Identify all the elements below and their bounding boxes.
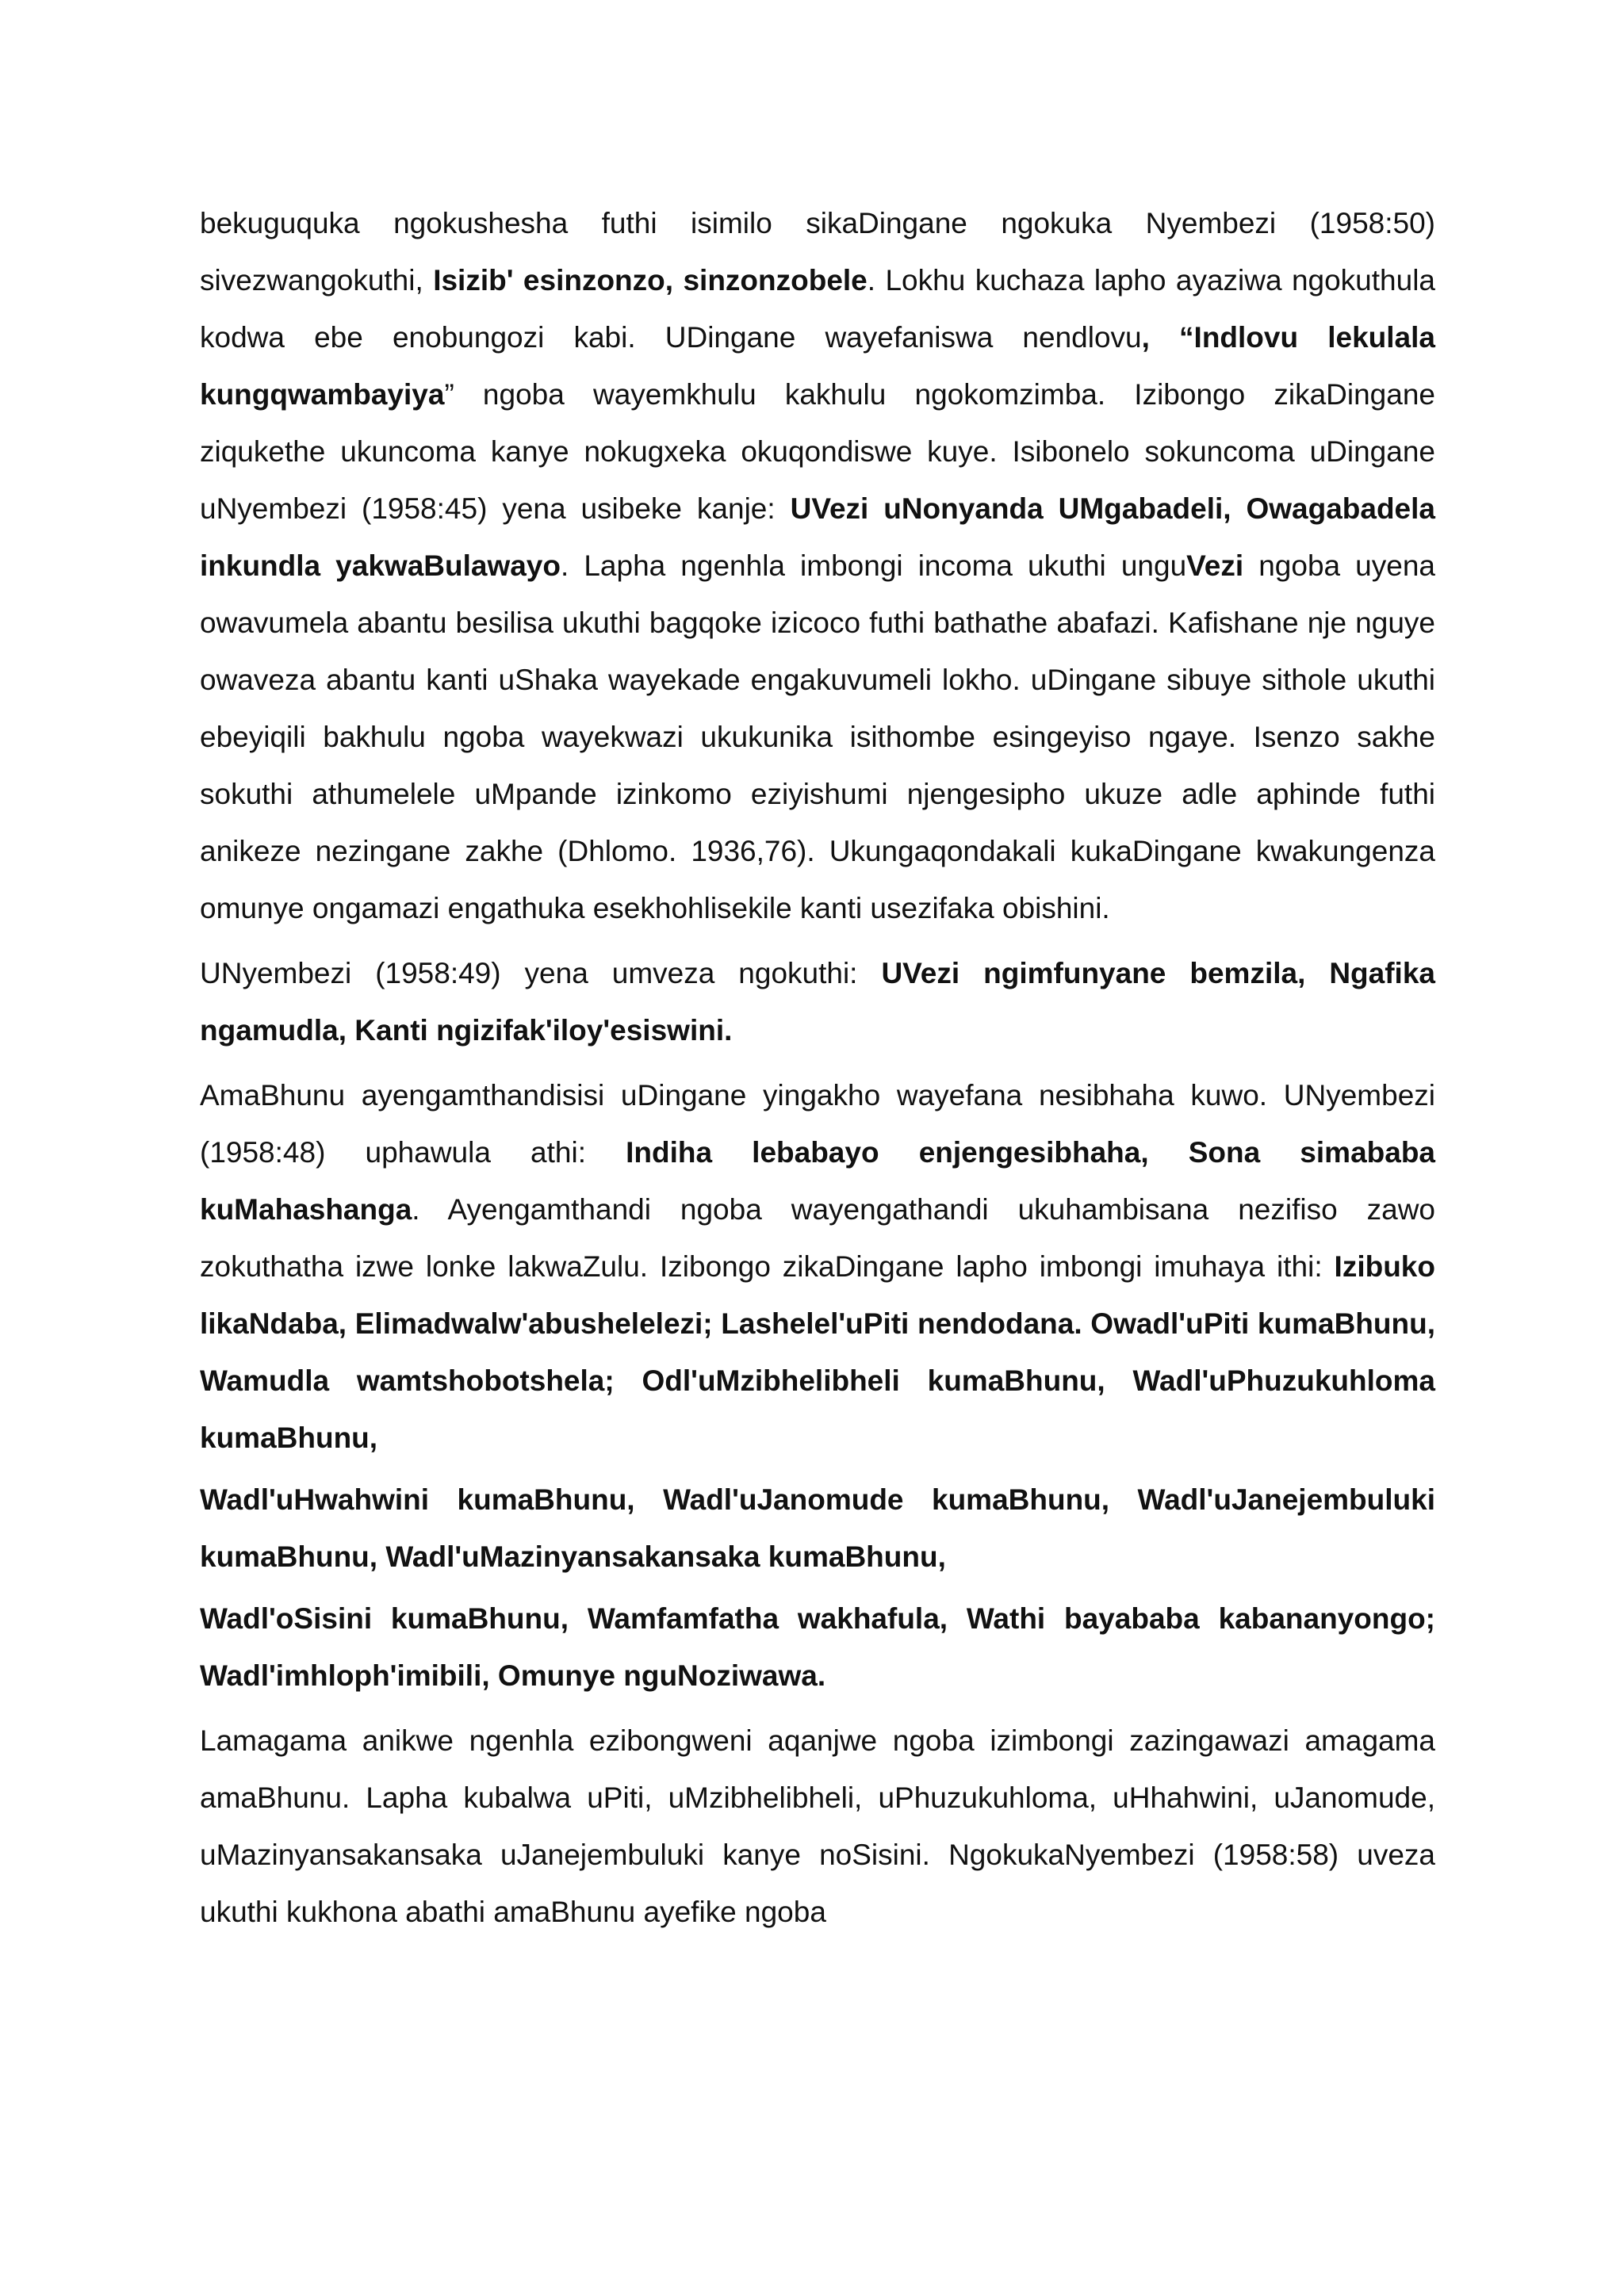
text-run: . Lokhu kuchaza lapho ayaziwa ngokuthula kodwa ebe enobungozi kabi. UDingane wayefaniswa nendlovu: [200, 264, 1435, 354]
text-run: bekuguquka ngokushesha futhi isimilo sikaDingane ngokuka Nyembezi (1958:50) sivezwangokuthi,: [200, 207, 1435, 297]
bold-text-run: Wadl'uHwahwini kumaBhunu, Wadl'uJanomude kumaBhunu, Wadl'uJanejembuluki kumaBhunu, Wadl'uMazinyansakansaka kumaBhunu,: [200, 1483, 1435, 1573]
bold-text-run: Vezi: [1186, 549, 1244, 582]
text-run: . Ayengamthandi ngoba wayengathandi ukuhambisana nezifiso zawo zokuthatha izwe lonke lakwaZulu. Izibongo zikaDingane lapho imbongi imuhaya ithi:: [200, 1193, 1435, 1283]
bold-text-run: Isizib' esinzonzo, sinzonzobele: [433, 264, 868, 297]
bold-text-run: Wadl'oSisini kumaBhunu, Wamfamfatha wakhafula, Wathi bayababa kabananyongo; Wadl'imhloph'imibili, Omunye nguNoziwawa.: [200, 1602, 1435, 1692]
paragraph-praise-lines-1: [200, 1471, 1435, 1586]
bold-text-run: UVezi ngimfunyane bemzila, Ngafika ngamudla, Kanti ngizifak'iloy'esiswini.: [200, 957, 1435, 1047]
text-run: Lamagama anikwe ngenhla ezibongweni aqanjwe ngoba izimbongi zazingawazi amagama amaBhunu. Lapha kubalwa uPiti, uMzibhelibheli, uPhuzukuhloma, uHhahwini, uJanomude, uMazinyansakansaka uJanejembuluki kanye noSisini. NgokukaNyembezi (1958:58) uveza ukuthi kukhona abathi amaBhunu ayefike ngoba: [200, 1724, 1435, 1928]
paragraph-dingane-character: [200, 195, 1435, 937]
text-run: AmaBhunu ayengamthandisisi uDingane yingakho wayefana nesibhaha kuwo. UNyembezi (1958:48) uphawula athi:: [200, 1079, 1435, 1169]
text-run: ” ngoba wayemkhulu kakhulu ngokomzimba. Izibongo zikaDingane ziqukethe ukuncoma kanye nokugxeka okuqondiswe kuye. Isibonelo sokuncoma uDingane uNyembezi (1958:45) yena usibeke kanje:: [200, 378, 1435, 525]
document-page: [200, 195, 1435, 1949]
bold-text-run: Izibuko likaNdaba, Elimadwalw'abushelelezi; Lashelel'uPiti nendodana. Owadl'uPiti kumaBhunu, Wamudla wamtshobotshela; Odl'uMzibhelibheli kumaBhunu, Wadl'uPhuzukuhloma kumaBhunu,: [200, 1250, 1435, 1454]
text-run: . Lapha ngenhla imbongi incoma ukuthi ungu: [561, 549, 1187, 582]
paragraph-nyembezi-quote: [200, 945, 1435, 1059]
bold-text-run: Indiha lebabayo enjengesibhaha, Sona simababa kuMahashanga: [200, 1136, 1435, 1226]
bold-text-run: , “Indlovu lekulala kungqwambayiya: [200, 321, 1435, 411]
paragraph-praise-lines-2: [200, 1590, 1435, 1705]
text-run: UNyembezi (1958:49) yena umveza ngokuthi:: [200, 957, 882, 989]
paragraph-amabhunu: [200, 1067, 1435, 1467]
paragraph-boer-names: [200, 1712, 1435, 1941]
bold-text-run: UVezi uNonyanda UMgabadeli, Owagabadela inkundla yakwaBulawayo: [200, 492, 1435, 582]
text-run: ngoba uyena owavumela abantu besilisa ukuthi bagqoke izicoco futhi bathathe abafazi. Kafishane nje nguye owaveza abantu kanti uShaka wayekade engakuvumeli lokho. uDingane sibuye sithole ukuthi ebeyiqili bakhulu ngoba wayekwazi ukukunika isithombe esingeyiso ngaye. Isenzo sakhe sokuthi athumelele uMpande izinkomo eziyishumi njengesipho ukuze adle aphinde futhi anikeze nezingane zakhe (Dhlomo. 1936,76). Ukungaqondakali kukaDingane kwakungenza omunye ongamazi engathuka esekhohlisekile kanti usezifaka obishini.: [200, 549, 1435, 924]
